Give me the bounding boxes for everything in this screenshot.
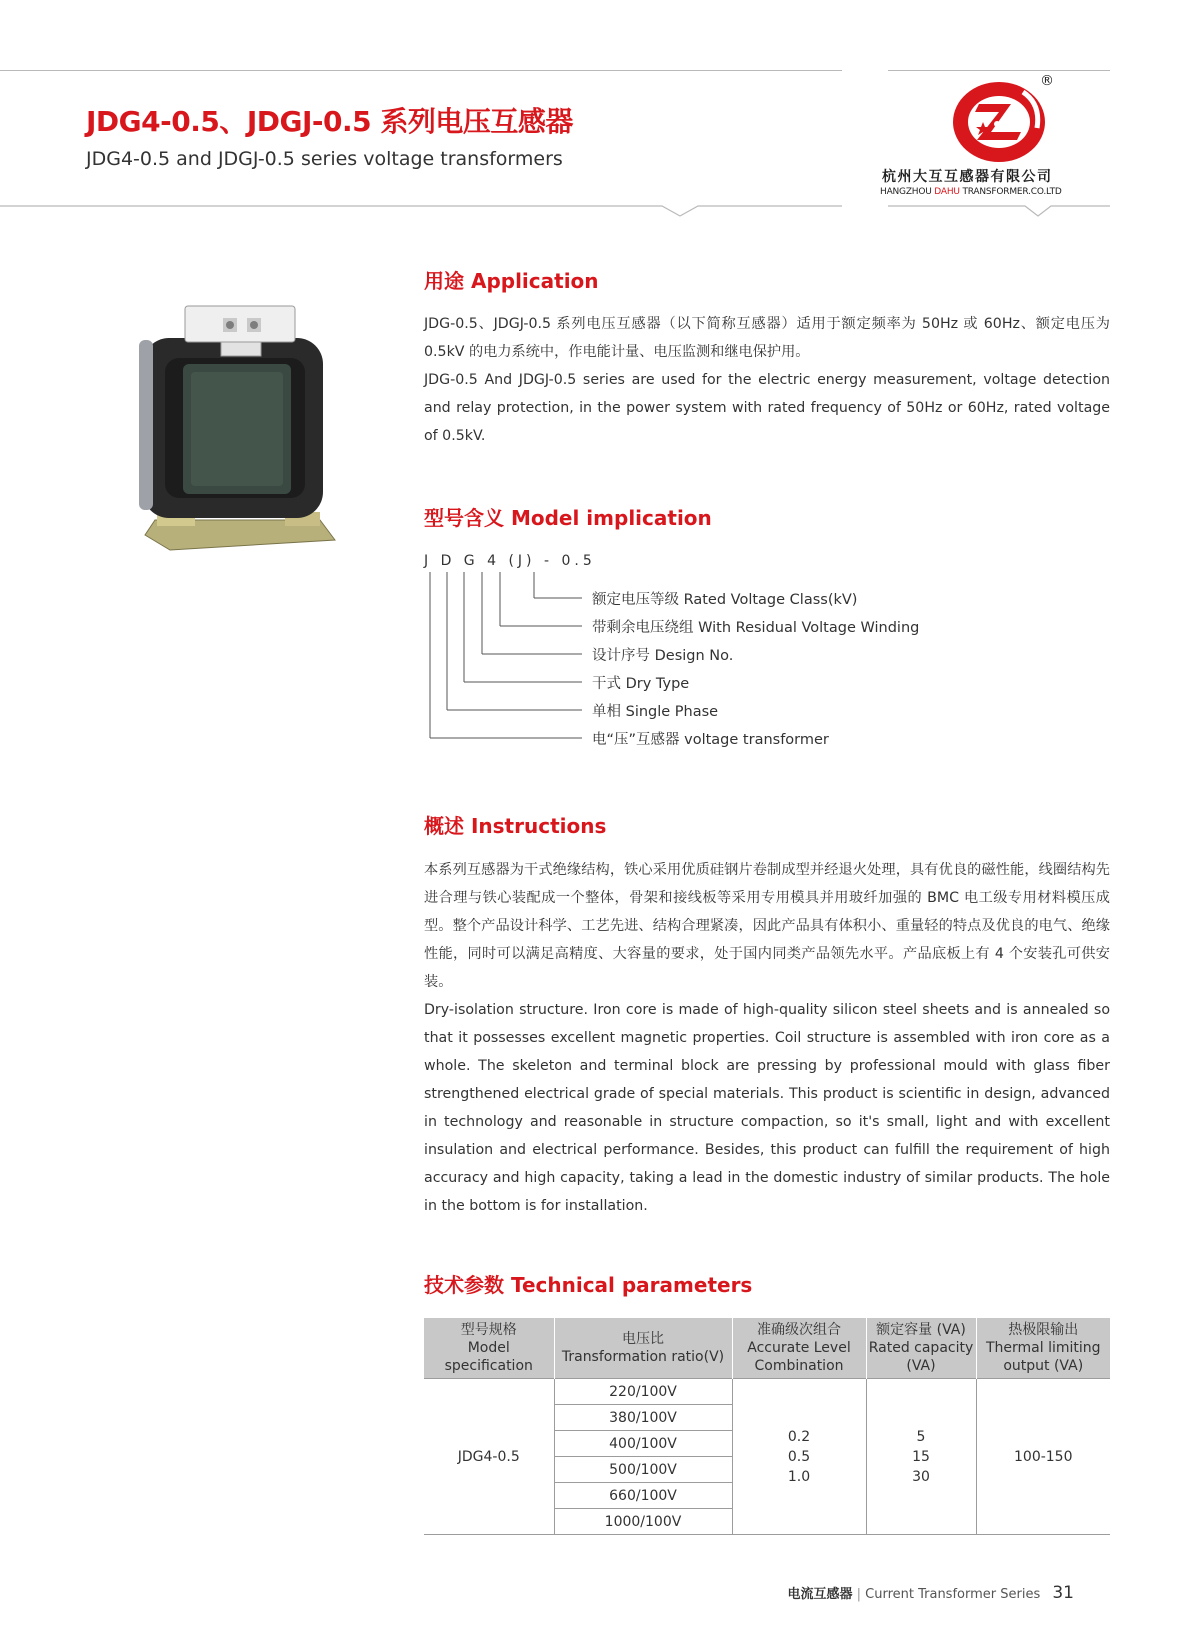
company-name-en-post: TRANSFORMER.CO.LTD	[959, 187, 1062, 197]
company-name-en	[880, 187, 1062, 197]
footer-series-cn: 电流互感器	[787, 1587, 853, 1602]
page-number: 31	[1052, 1583, 1074, 1603]
cell-accuracy	[732, 1379, 866, 1535]
header-capacity-cn: 额定容量 (VA)	[876, 1322, 966, 1338]
logo-top-rule	[888, 70, 1110, 71]
header-bottom-rule	[0, 196, 1200, 218]
page-footer	[787, 1583, 1074, 1603]
company-name-en-pre: HANGZHOU	[880, 187, 935, 197]
cell-thermal: 100-150	[976, 1379, 1110, 1535]
capacity-value: 5	[916, 1428, 926, 1445]
model-bracket-lines	[420, 568, 590, 748]
model-label-residual-winding: 带剩余电压绕组 With Residual Voltage Winding	[592, 620, 920, 636]
header-ratio	[554, 1318, 732, 1379]
model-code: J D G 4 (J) - 0.5	[424, 553, 596, 569]
cell-ratio: 400/100V	[554, 1431, 732, 1457]
header-capacity	[866, 1318, 976, 1379]
product-photo	[135, 300, 340, 555]
header-ratio-en: Transformation ratio(V)	[561, 1349, 725, 1365]
header-accuracy-en1: Accurate Level	[747, 1340, 851, 1356]
accuracy-value: 0.5	[787, 1448, 811, 1465]
accuracy-value: 1.0	[787, 1468, 811, 1485]
cell-ratio: 1000/100V	[554, 1509, 732, 1535]
header-model	[424, 1318, 554, 1379]
cell-ratio: 380/100V	[554, 1405, 732, 1431]
instructions-text-cn: 本系列互感器为干式绝缘结构，铁心采用优质硅钢片卷制成型并经退火处理，具有优良的磁性能，线圈结构先进合理与铁心装配成一个整体，骨架和接线板等采用专用模具并用玻纤加强的 BMC 电工级专用材料模压成型。整个产品设计科学、工艺先进、结构合理紧凑，因此产品具有体积小、重量轻的特点及优良的电气、绝缘性能，同时可以满足高精度、大容量的要求，处于国内同类产品领先水平。产品底板上有 4 个安装孔可供安装。	[424, 862, 1110, 990]
model-heading: 型号含义 Model implication	[424, 506, 712, 530]
header-accuracy-cn: 准确级次组合	[757, 1322, 841, 1338]
footer-separator: |	[856, 1587, 861, 1602]
company-name-cn: 杭州大互互感器有限公司	[882, 169, 1053, 185]
footer-series-en: Current Transformer Series	[865, 1587, 1041, 1602]
application-heading: 用途 Application	[424, 269, 599, 293]
accuracy-value: 0.2	[787, 1428, 811, 1445]
header-model-en1: Model	[467, 1340, 510, 1356]
parameters-table	[424, 1318, 1110, 1535]
company-name-en-highlight: DAHU	[934, 187, 960, 197]
table-row	[424, 1379, 1110, 1405]
table-header-row	[424, 1318, 1110, 1379]
model-label-voltage-class: 额定电压等级 Rated Voltage Class(kV)	[592, 592, 858, 608]
page-subtitle: JDG4-0.5 and JDGJ-0.5 series voltage transformers	[86, 148, 563, 170]
capacity-value: 15	[912, 1448, 930, 1465]
model-label-design-no: 设计序号 Design No.	[592, 648, 734, 664]
header-top-rule	[0, 70, 842, 71]
header-thermal-cn: 热极限输出	[1008, 1322, 1079, 1338]
header-accuracy-en2: Combination	[754, 1358, 844, 1374]
header-thermal-en2: output (VA)	[1003, 1358, 1084, 1374]
cell-capacity	[866, 1379, 976, 1535]
header-thermal-en1: Thermal limiting	[985, 1340, 1101, 1356]
cell-ratio: 500/100V	[554, 1457, 732, 1483]
application-text-cn: JDG-0.5、JDGJ-0.5 系列电压互感器（以下简称互感器）适用于额定频率为 50Hz 或 60Hz、额定电压为 0.5kV 的电力系统中，作电能计量、电压监测和继电保护用。	[424, 316, 1110, 360]
instructions-text-en: Dry-isolation structure. Iron core is made of high-quality silicon steel sheets and is annealed so that it possesses excellent magnetic properties. Coil structure is assembled with iron core as a whole. The skeleton and terminal block are pressing by professional mould with glass fiber strengthened electrical grade of special materials. This product is scientific in design, advanced in technology and reasonable in structure compaction, so it's small, light and with excellent insulation and electrical performance. Besides, this product can fulfill the requirement of high accuracy and high capacity, taking a lead in the domestic industry of similar products. The hole in the bottom is for installation.	[424, 1002, 1110, 1214]
header-accuracy	[732, 1318, 866, 1379]
technical-heading: 技术参数 Technical parameters	[424, 1273, 753, 1297]
application-text-en: JDG-0.5 And JDGJ-0.5 series are used for the electric energy measurement, voltage detection and relay protection, in the power system with rated frequency of 50Hz or 60Hz, rated voltage of 0.5kV.	[424, 372, 1110, 444]
header-ratio-cn: 电压比	[622, 1331, 664, 1347]
header-thermal	[976, 1318, 1110, 1379]
header-model-en2: specification	[444, 1358, 533, 1374]
model-label-voltage-transformer: 电“压”互感器 voltage transformer	[592, 732, 829, 748]
cell-ratio: 220/100V	[554, 1379, 732, 1405]
model-label-dry-type: 干式 Dry Type	[592, 676, 690, 692]
cell-ratio: 660/100V	[554, 1483, 732, 1509]
model-label-single-phase: 单相 Single Phase	[592, 704, 719, 720]
header-capacity-en2: (VA)	[906, 1358, 936, 1374]
capacity-value: 30	[912, 1468, 930, 1485]
registered-mark: ®	[1040, 73, 1054, 89]
parameters-table-wrap	[424, 1318, 1110, 1535]
page-title: JDG4-0.5、JDGJ-0.5 系列电压互感器	[86, 105, 573, 138]
cell-model: JDG4-0.5	[424, 1379, 554, 1535]
instructions-heading: 概述 Instructions	[424, 814, 607, 838]
header-model-cn: 型号规格	[460, 1322, 517, 1338]
header-capacity-en1: Rated capacity	[868, 1340, 974, 1356]
